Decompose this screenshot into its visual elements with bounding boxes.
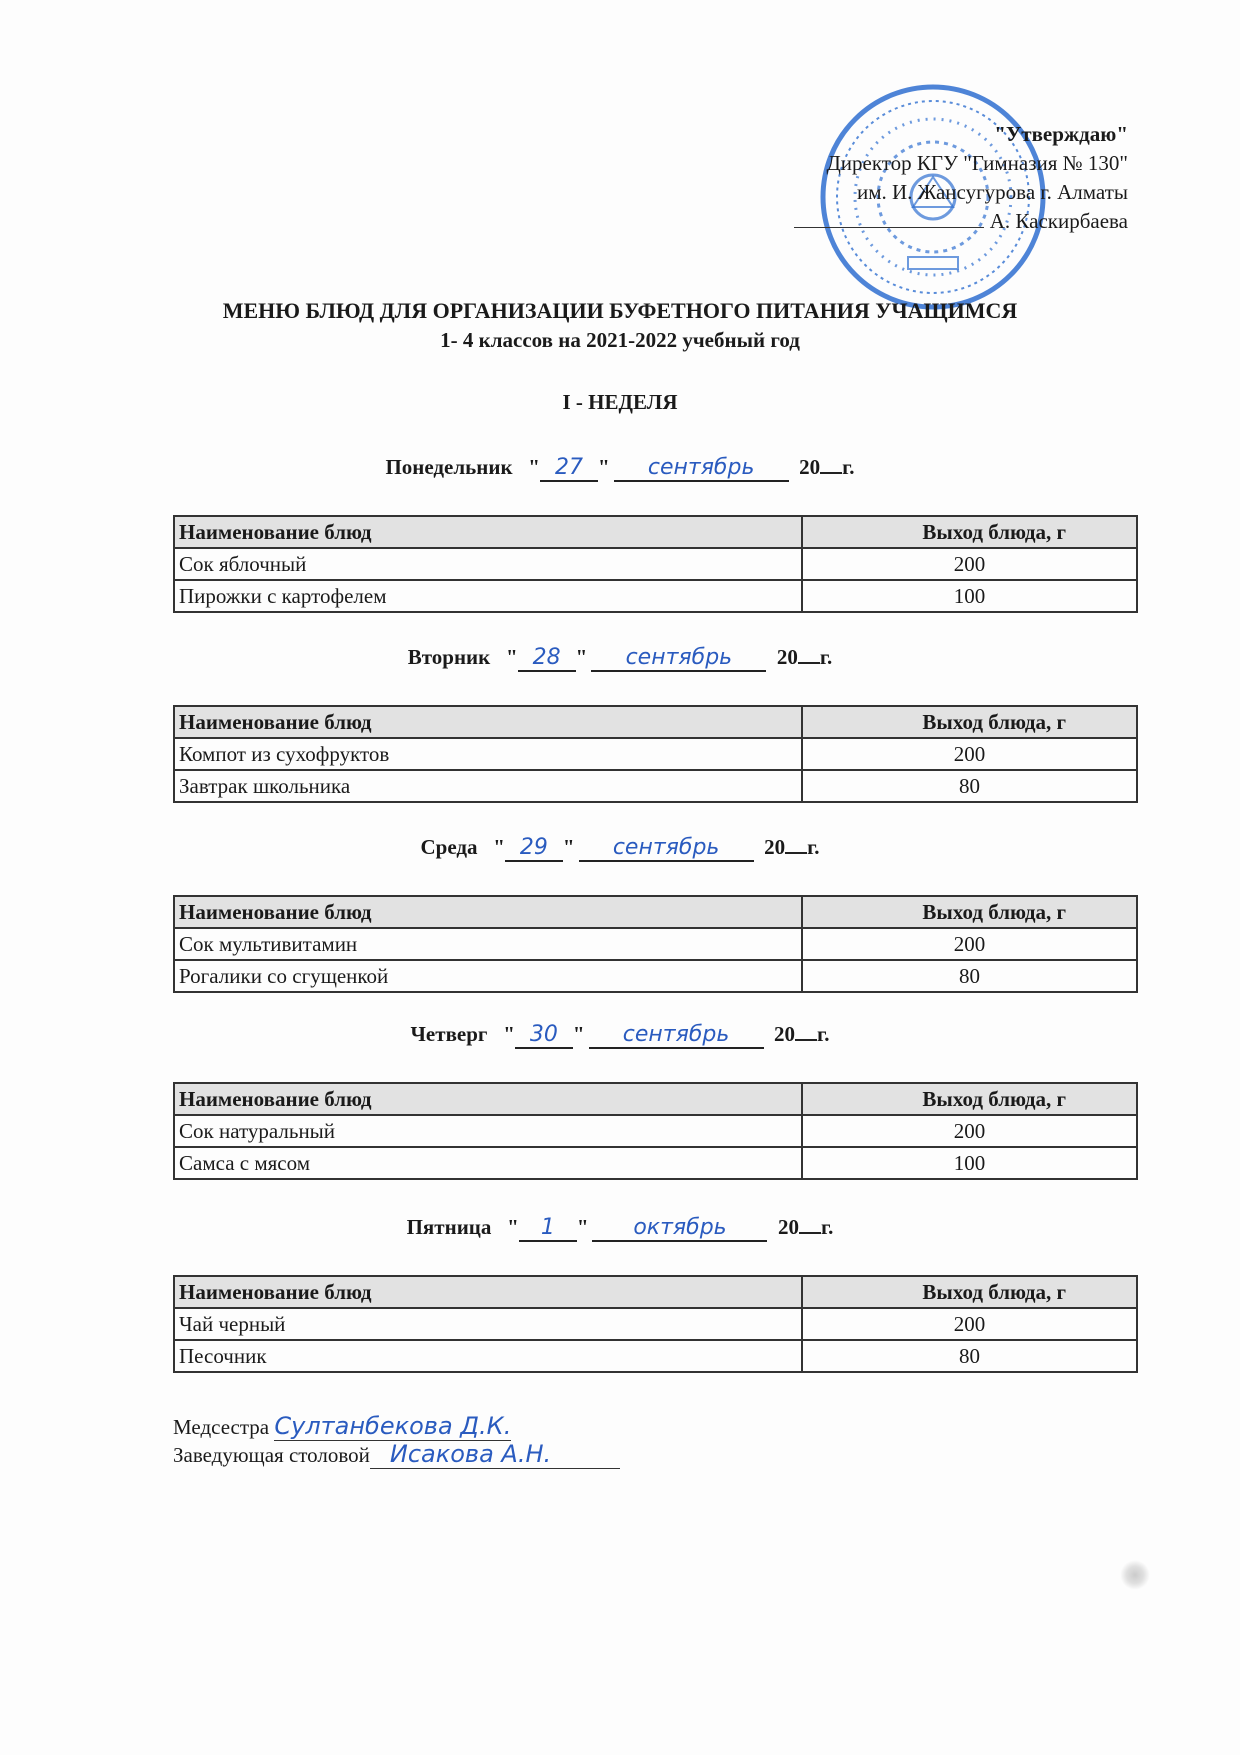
dish-yield: 200 — [802, 1115, 1137, 1147]
dish-yield: 200 — [802, 548, 1137, 580]
canteen-label: Заведующая столовой — [173, 1443, 370, 1467]
table-header-row — [174, 1276, 1137, 1308]
dish-name: Чай черный — [174, 1308, 802, 1340]
table-row — [174, 1340, 1137, 1372]
day-name: Среда — [420, 835, 478, 859]
table-header-row — [174, 1083, 1137, 1115]
day-date-line: Четверг " 30 " сентябрь 20 г. — [410, 1022, 830, 1047]
dish-yield: 80 — [802, 1340, 1137, 1372]
header-dish-name: Наименование блюд — [174, 1083, 802, 1115]
year-suffix: г. — [807, 835, 820, 859]
table-row — [174, 1147, 1137, 1179]
year-prefix: 20 — [776, 645, 798, 669]
approval-block — [794, 120, 1128, 236]
menu-table — [173, 705, 1138, 803]
header-dish-name: Наименование блюд — [174, 516, 802, 548]
nurse-signature-line — [173, 1412, 511, 1441]
dish-yield: 200 — [802, 738, 1137, 770]
table-header-row — [174, 706, 1137, 738]
day-name: Вторник — [407, 645, 491, 669]
table-row — [174, 1308, 1137, 1340]
year-prefix: 20 — [774, 1022, 796, 1046]
dish-name: Завтрак школьника — [174, 770, 802, 802]
day-date-line: Пятница " 1 " октябрь 20 г. — [406, 1215, 834, 1240]
header-yield: Выход блюда, г — [802, 896, 1137, 928]
dish-name: Сок яблочный — [174, 548, 802, 580]
day-date-line: Вторник " 28 " сентябрь 20 г. — [407, 645, 833, 670]
menu-table — [173, 895, 1138, 993]
day-name: Четверг — [410, 1022, 488, 1046]
year-suffix: г. — [842, 455, 855, 479]
day-name: Понедельник — [385, 455, 513, 479]
year-suffix: г. — [819, 645, 833, 669]
dish-name: Сок мультивитамин — [174, 928, 802, 960]
table-row — [174, 928, 1137, 960]
dish-name: Компот из сухофруктов — [174, 738, 802, 770]
dish-yield: 200 — [802, 1308, 1137, 1340]
document-subtitle: 1- 4 классов на 2021-2022 учебный год — [440, 328, 800, 352]
header-dish-name: Наименование блюд — [174, 1276, 802, 1308]
month-field: сентябрь — [591, 645, 766, 672]
date-field: 1 — [519, 1215, 577, 1242]
menu-table — [173, 515, 1138, 613]
year-prefix: 20 — [777, 1215, 799, 1239]
header-yield: Выход блюда, г — [802, 1276, 1137, 1308]
year-suffix: г. — [820, 1215, 834, 1239]
day-date-line: Понедельник " 27 " сентябрь 20 г. — [385, 455, 855, 480]
dish-yield: 200 — [802, 928, 1137, 960]
table-row — [174, 738, 1137, 770]
dish-name: Рогалики со сгущенкой — [174, 960, 802, 992]
scan-smudge — [1120, 1560, 1150, 1590]
nurse-label: Медсестра — [173, 1415, 270, 1439]
table-row — [174, 960, 1137, 992]
approval-director: Директор КГУ "Гимназия № 130" — [826, 151, 1128, 175]
month-field: сентябрь — [614, 455, 789, 482]
table-row — [174, 548, 1137, 580]
approval-school: им. И. Жансугурова г. Алматы — [856, 180, 1128, 204]
year-field — [799, 1232, 821, 1234]
menu-table — [173, 1082, 1138, 1180]
table-header-row — [174, 516, 1137, 548]
dish-name: Пирожки с картофелем — [174, 580, 802, 612]
dish-name: Сок натуральный — [174, 1115, 802, 1147]
date-field: 28 — [518, 645, 576, 672]
month-field: сентябрь — [589, 1022, 764, 1049]
date-field: 27 — [540, 455, 598, 482]
table-row — [174, 1115, 1137, 1147]
dish-yield: 80 — [802, 960, 1137, 992]
dish-name: Песочник — [174, 1340, 802, 1372]
table-header-row — [174, 896, 1137, 928]
year-prefix: 20 — [799, 455, 821, 479]
year-suffix: г. — [817, 1022, 830, 1046]
header-dish-name: Наименование блюд — [174, 896, 802, 928]
date-field: 30 — [515, 1022, 573, 1049]
month-field: сентябрь — [579, 835, 754, 862]
year-field — [795, 1039, 817, 1041]
header-dish-name: Наименование блюд — [174, 706, 802, 738]
canteen-signature-line — [173, 1440, 620, 1469]
nurse-handwritten-name: Султанбекова Д.К. — [274, 1412, 512, 1440]
year-field — [798, 662, 820, 664]
dish-yield: 100 — [802, 1147, 1137, 1179]
document-title: МЕНЮ БЛЮД ДЛЯ ОРГАНИЗАЦИИ БУФЕТНОГО ПИТАНИЯ УЧАЩИМСЯ — [222, 298, 1018, 323]
year-prefix: 20 — [764, 835, 786, 859]
year-field — [785, 852, 807, 854]
approval-signatory: А. Каскирбаева — [794, 207, 1128, 236]
table-row — [174, 770, 1137, 802]
day-name: Пятница — [406, 1215, 492, 1239]
header-yield: Выход блюда, г — [802, 706, 1137, 738]
approval-heading: "Утверждаю" — [994, 122, 1128, 146]
month-field: октябрь — [592, 1215, 767, 1242]
menu-table — [173, 1275, 1138, 1373]
table-row — [174, 580, 1137, 612]
week-label: I - НЕДЕЛЯ — [562, 390, 678, 414]
header-yield: Выход блюда, г — [802, 516, 1137, 548]
header-yield: Выход блюда, г — [802, 1083, 1137, 1115]
day-date-line: Среда " 29 " сентябрь 20 г. — [420, 835, 820, 860]
dish-name: Самса с мясом — [174, 1147, 802, 1179]
year-field — [820, 472, 842, 474]
canteen-handwritten-name: Исакова А.Н. — [370, 1440, 620, 1469]
dish-yield: 80 — [802, 770, 1137, 802]
date-field: 29 — [505, 835, 563, 862]
dish-yield: 100 — [802, 580, 1137, 612]
